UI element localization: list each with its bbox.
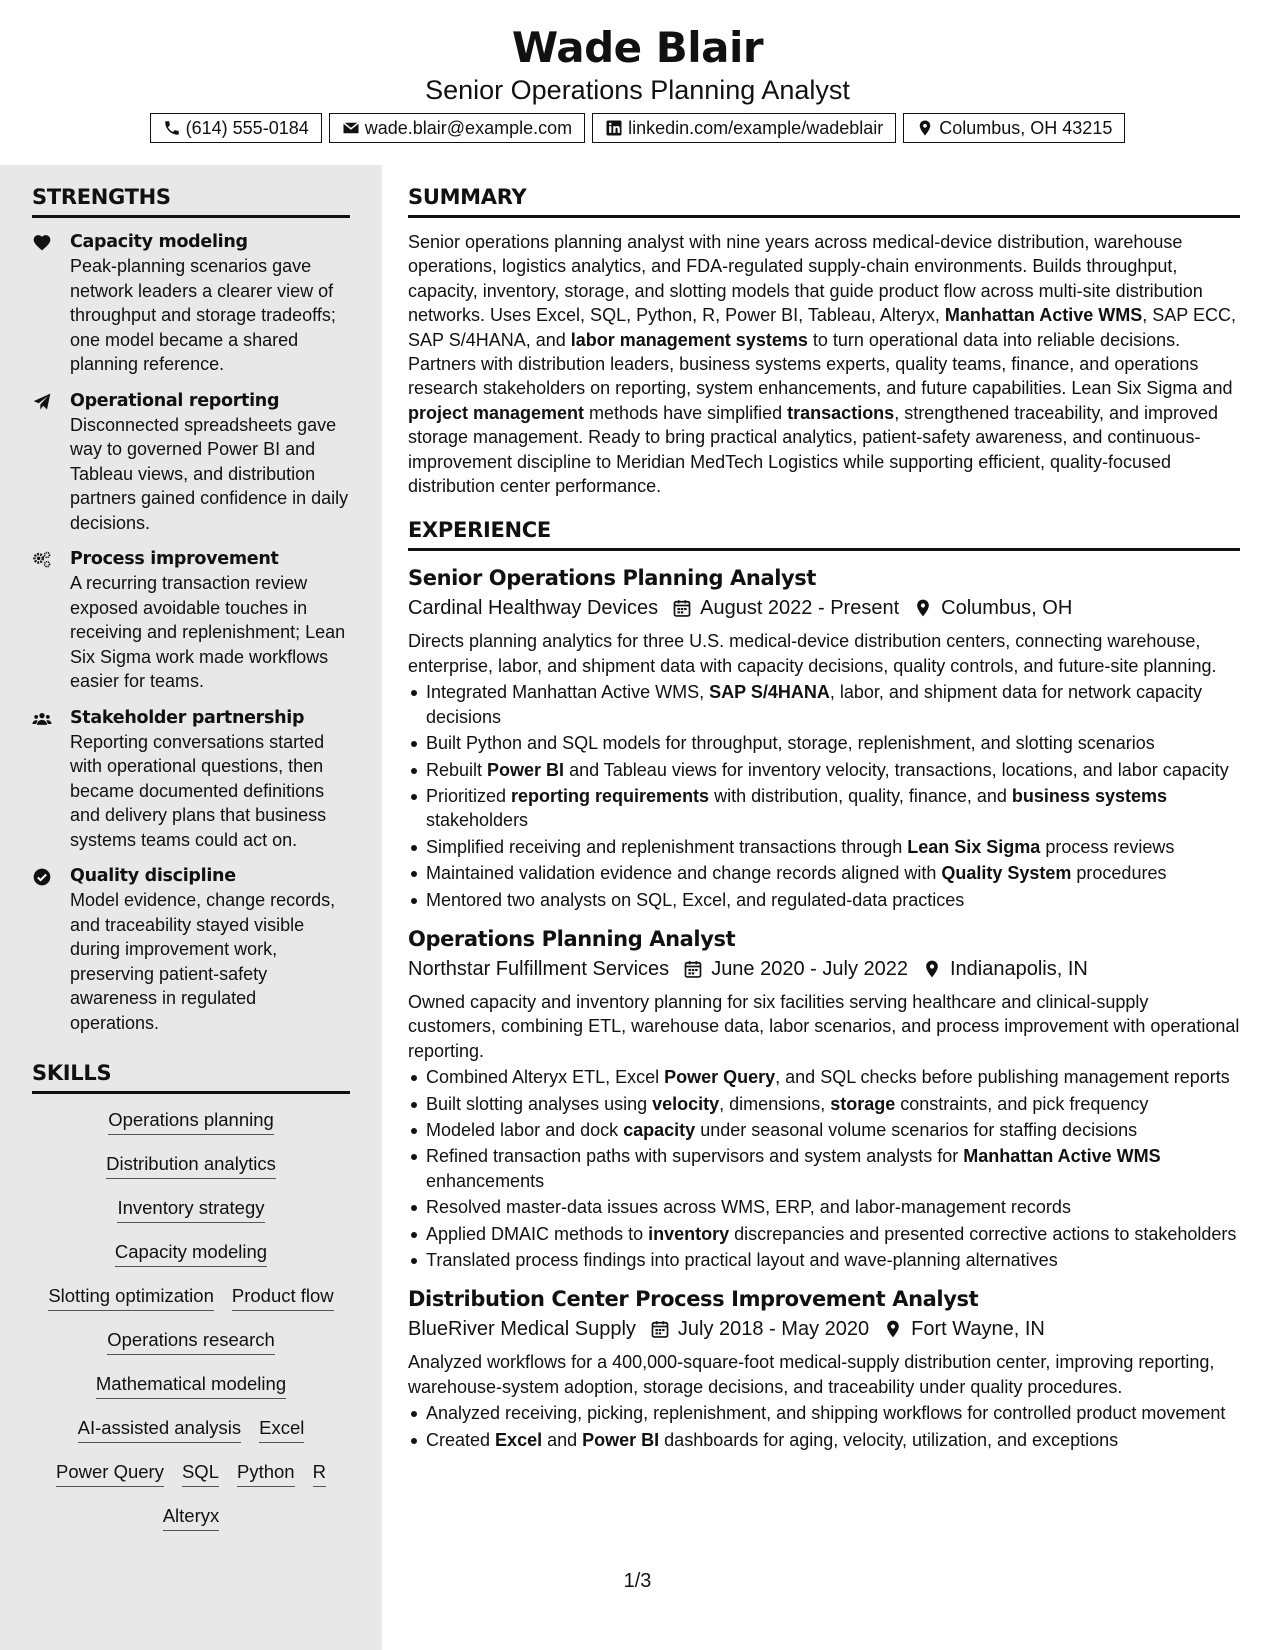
gears-icon <box>32 550 52 570</box>
strength-item <box>32 864 350 1035</box>
contact-email[interactable] <box>329 113 585 143</box>
email-text: wade.blair@example.com <box>364 117 573 138</box>
bullet-bold: Power BI <box>582 1429 660 1450</box>
bullet-text: Refined transaction paths with supervisors and system analysts for <box>426 1146 964 1167</box>
bullet-text: Rebuilt <box>426 759 488 780</box>
strength-title: Stakeholder partnership <box>70 707 305 728</box>
envelope-icon <box>342 119 360 137</box>
candidate-name: Wade Blair <box>511 23 764 72</box>
skill-tag: Alteryx <box>163 1502 220 1531</box>
job-company: BlueRiver Medical Supply <box>408 1318 636 1341</box>
summary-part: , SAP ECC, SAP S/4HANA, and <box>408 305 1236 350</box>
job-dates: June 2020 - July 2022 <box>711 957 908 980</box>
summary-heading: SUMMARY <box>408 183 1240 218</box>
phone-icon <box>163 119 181 137</box>
bullet-bold: reporting requirements <box>511 785 710 806</box>
strength-item <box>32 547 350 694</box>
location-text: Columbus, OH 43215 <box>939 117 1113 138</box>
paper-plane-icon <box>32 392 52 412</box>
bullet-text: and <box>542 1429 583 1450</box>
calendar-icon <box>672 598 692 618</box>
bullet-text: Prioritized <box>426 785 512 806</box>
skill-tag: R <box>313 1458 326 1487</box>
bullet-bold: Excel <box>495 1429 543 1450</box>
bullet-text: , and SQL checks before publishing management reports <box>775 1067 1230 1088</box>
map-pin-icon <box>916 119 934 137</box>
strength-title: Capacity modeling <box>70 232 248 252</box>
job-title: Distribution Center Process Improvement Analyst <box>408 1287 979 1312</box>
contact-phone[interactable] <box>150 113 322 143</box>
job-meta <box>408 593 1240 623</box>
heart-icon <box>32 233 52 253</box>
skill-tag: AI-assisted analysis <box>78 1414 241 1443</box>
contact-location[interactable] <box>903 113 1125 143</box>
bullet-text: procedures <box>1071 863 1167 884</box>
summary-bold: transactions <box>787 402 895 423</box>
strength-text: Reporting conversations started with operational questions, then became documented definitions and delivery plans that business systems teams could act on. <box>70 731 327 850</box>
bullet-text: with distribution, quality, finance, and <box>709 785 1012 806</box>
job-description: Directs planning analytics for three U.S. medical-device distribution centers, connecting warehouse, enterprise, labor, and shipment data with capacity decisions, quality controls, and future-site planning. <box>408 631 1217 676</box>
people-icon <box>32 709 52 729</box>
job-meta <box>408 1314 1240 1344</box>
bullet-item <box>408 835 1240 859</box>
job-company: Northstar Fulfillment Services <box>408 957 670 980</box>
skill-tag: Operations research <box>107 1326 275 1355</box>
skill-tag: Power Query <box>56 1458 164 1487</box>
strength-title: Process improvement <box>70 549 279 569</box>
phone-text: (614) 555-0184 <box>185 117 309 138</box>
skill-tag: Inventory strategy <box>117 1194 264 1223</box>
skill-tag: Slotting optimization <box>48 1282 214 1311</box>
job-title: Senior Operations Planning Analyst <box>408 566 817 591</box>
bullet-bold: business systems <box>1011 785 1168 806</box>
main-column <box>382 165 1275 1650</box>
contact-bar <box>0 113 1275 143</box>
bullet-text: constraints, and pick frequency <box>895 1093 1149 1114</box>
bullet-text: Modeled labor and dock <box>426 1119 624 1140</box>
bullet-text: Maintained validation evidence and change records aligned with <box>426 863 942 884</box>
bullet-bold: SAP S/4HANA <box>709 682 830 703</box>
strength-text: A recurring transaction review exposed avoidable touches in receiving and replenishment; Lean Six Sigma work made workflows easier for teams. <box>70 573 346 691</box>
strength-item <box>32 706 350 853</box>
bullet-bold: inventory <box>648 1223 730 1244</box>
check-circle-icon <box>32 867 52 887</box>
bullet-bold: capacity <box>623 1119 696 1140</box>
bullet-text: , labor, and shipment data for network capacity decisions <box>426 682 1203 727</box>
skills-heading: SKILLS <box>32 1059 350 1094</box>
bullet-text: Built Python and SQL models for throughput, storage, replenishment, and slotting scenarios <box>426 733 1155 754</box>
bullet-item <box>408 1144 1240 1193</box>
bullet-bold: velocity <box>652 1093 720 1114</box>
strength-text: Disconnected spreadsheets gave way to governed Power BI and Tableau views, and distribution partners gained confidence in daily decisions. <box>70 414 349 533</box>
job-bullets <box>408 1065 1240 1272</box>
bullet-item <box>408 1401 1240 1425</box>
map-pin-icon <box>913 598 933 618</box>
strength-text: Peak-planning scenarios gave network leaders a clearer view of throughput and storage tradeoffs; one model became a shared planning reference. <box>70 256 336 374</box>
bullet-bold: storage <box>830 1093 896 1114</box>
job-dates: July 2018 - May 2020 <box>677 1318 870 1341</box>
calendar-icon <box>683 959 703 979</box>
bullet-bold: Power Query <box>664 1067 776 1088</box>
linkedin-icon <box>605 119 623 137</box>
experience-list <box>408 563 1240 1452</box>
strength-item <box>32 389 350 536</box>
strength-title: Quality discipline <box>70 866 236 886</box>
bullet-text: Applied DMAIC methods to <box>426 1223 649 1244</box>
job-bullets <box>408 680 1240 912</box>
strength-item <box>32 230 350 377</box>
job-entry <box>408 1284 1240 1452</box>
bullet-item <box>408 888 1240 912</box>
skill-tag: Excel <box>259 1414 304 1443</box>
bullet-text: Resolved master-data issues across WMS, ERP, and labor-management records <box>426 1197 1071 1218</box>
bullet-text: Built slotting analyses using <box>426 1093 653 1114</box>
job-dates: August 2022 - Present <box>700 597 900 620</box>
job-location: Fort Wayne, IN <box>911 1318 1045 1341</box>
map-pin-icon <box>883 1319 903 1339</box>
summary-part: to turn operational data into reliable decisions. Partners with distribution leaders, business systems experts, quality teams, finance, and operations research stakeholders on reporting, system enhancements, and future capabilities. Lean Six Sigma and <box>408 329 1233 399</box>
bullet-item <box>408 1092 1240 1116</box>
summary-part: Senior operations planning analyst with nine years across medical-device distribution, warehouse operations, logistics analytics, and FDA-regulated supply-chain environments. Builds throughput, capacity, inventory, storage, and slotting models that guide product flow across multi-site distribution networks. Uses Excel, SQL, Python, R, Power BI, Tableau, Alteryx, <box>408 232 1203 326</box>
skill-tag: Operations planning <box>108 1106 274 1135</box>
summary-part: , strengthened traceability, and improved storage management. Ready to bring practical analytics, patient-safety awareness, and continuous-improvement discipline to Meridian MedTech Logistics while supporting efficient, quality-focused distribution center performance. <box>408 402 1219 497</box>
strength-text: Model evidence, change records, and traceability stayed visible during improvement work, preserving patient-safety awareness in regulated operations. <box>70 890 336 1033</box>
job-location: Indianapolis, IN <box>950 957 1088 980</box>
bullet-bold: Manhattan Active WMS <box>963 1146 1161 1167</box>
experience-heading: EXPERIENCE <box>408 516 1240 551</box>
summary-part: methods have simplified <box>584 402 788 423</box>
sidebar <box>0 165 382 1650</box>
bullet-text: Mentored two analysts on SQL, Excel, and regulated-data practices <box>426 889 965 910</box>
bullet-item <box>408 1118 1240 1142</box>
bullet-bold: Power BI <box>487 759 565 780</box>
summary-bold: labor management systems <box>570 329 808 350</box>
bullet-text: dashboards for aging, velocity, utilization, and exceptions <box>659 1429 1119 1450</box>
map-pin-icon <box>922 959 942 979</box>
strengths-heading: STRENGTHS <box>32 183 350 218</box>
contact-linkedin[interactable] <box>592 113 896 143</box>
job-company: Cardinal Healthway Devices <box>408 597 659 620</box>
job-meta <box>408 954 1240 984</box>
bullet-item <box>408 680 1240 729</box>
skill-tag: Capacity modeling <box>115 1238 267 1267</box>
bullet-text: under seasonal volume scenarios for staffing decisions <box>695 1119 1138 1140</box>
summary-bold: project management <box>408 402 585 423</box>
bullet-text: process reviews <box>1040 836 1175 857</box>
skill-tag: Distribution analytics <box>106 1150 276 1179</box>
bullet-text: Analyzed receiving, picking, replenishment, and shipping workflows for controlled product movement <box>426 1403 1226 1424</box>
job-entry <box>408 563 1240 911</box>
bullet-text: , dimensions, <box>719 1093 831 1114</box>
job-bullets <box>408 1401 1240 1452</box>
strength-title: Operational reporting <box>70 390 280 411</box>
linkedin-text: linkedin.com/example/wadeblair <box>628 117 884 138</box>
job-description: Owned capacity and inventory planning for six facilities serving healthcare and clinical-supply customers, combining ETL, warehouse data, labor scenarios, and process improvement with operational reporting. <box>408 991 1240 1061</box>
bullet-item <box>408 1222 1240 1246</box>
job-description: Analyzed workflows for a 400,000-square-foot medical-supply distribution center, improving reporting, warehouse-system adoption, storage decisions, and traceability under quality procedures. <box>408 1352 1215 1397</box>
resume-header <box>0 0 1275 165</box>
skill-tag: Mathematical modeling <box>96 1370 286 1399</box>
bullet-text: Integrated Manhattan Active WMS, <box>426 682 710 703</box>
job-entry <box>408 924 1240 1272</box>
bullet-item <box>408 861 1240 885</box>
bullet-text: enhancements <box>426 1170 545 1191</box>
bullet-item <box>408 784 1240 833</box>
bullet-text: stakeholders <box>426 810 529 831</box>
bullet-item <box>408 1248 1240 1272</box>
page-number: 1/3 <box>623 1570 652 1592</box>
bullet-text: and Tableau views for inventory velocity, transactions, locations, and labor capacity <box>564 759 1229 780</box>
bullet-item <box>408 1065 1240 1089</box>
bullet-item <box>408 1428 1240 1452</box>
skill-tag: Python <box>237 1458 295 1487</box>
bullet-item <box>408 1195 1240 1219</box>
summary-text <box>408 230 1240 498</box>
bullet-text: Simplified receiving and replenishment transactions through <box>426 836 908 857</box>
bullet-text: Combined Alteryx ETL, Excel <box>426 1067 665 1088</box>
calendar-icon <box>650 1319 670 1339</box>
job-title: Operations Planning Analyst <box>408 926 736 951</box>
bullet-item <box>408 731 1240 755</box>
skills-list <box>32 1106 350 1531</box>
skill-tag: SQL <box>182 1458 219 1487</box>
bullet-text: discrepancies and presented corrective actions to stakeholders <box>729 1223 1237 1244</box>
bullet-text: Translated process findings into practical layout and wave-planning alternatives <box>426 1250 1058 1270</box>
skill-tag: Product flow <box>232 1282 334 1311</box>
candidate-title: Senior Operations Planning Analyst <box>425 75 850 105</box>
bullet-bold: Quality System <box>941 863 1072 884</box>
summary-bold: Manhattan Active WMS <box>944 305 1143 326</box>
bullet-item <box>408 758 1240 782</box>
bullet-text: Created <box>426 1429 496 1450</box>
bullet-bold: Lean Six Sigma <box>907 836 1041 857</box>
job-location: Columbus, OH <box>941 597 1073 620</box>
